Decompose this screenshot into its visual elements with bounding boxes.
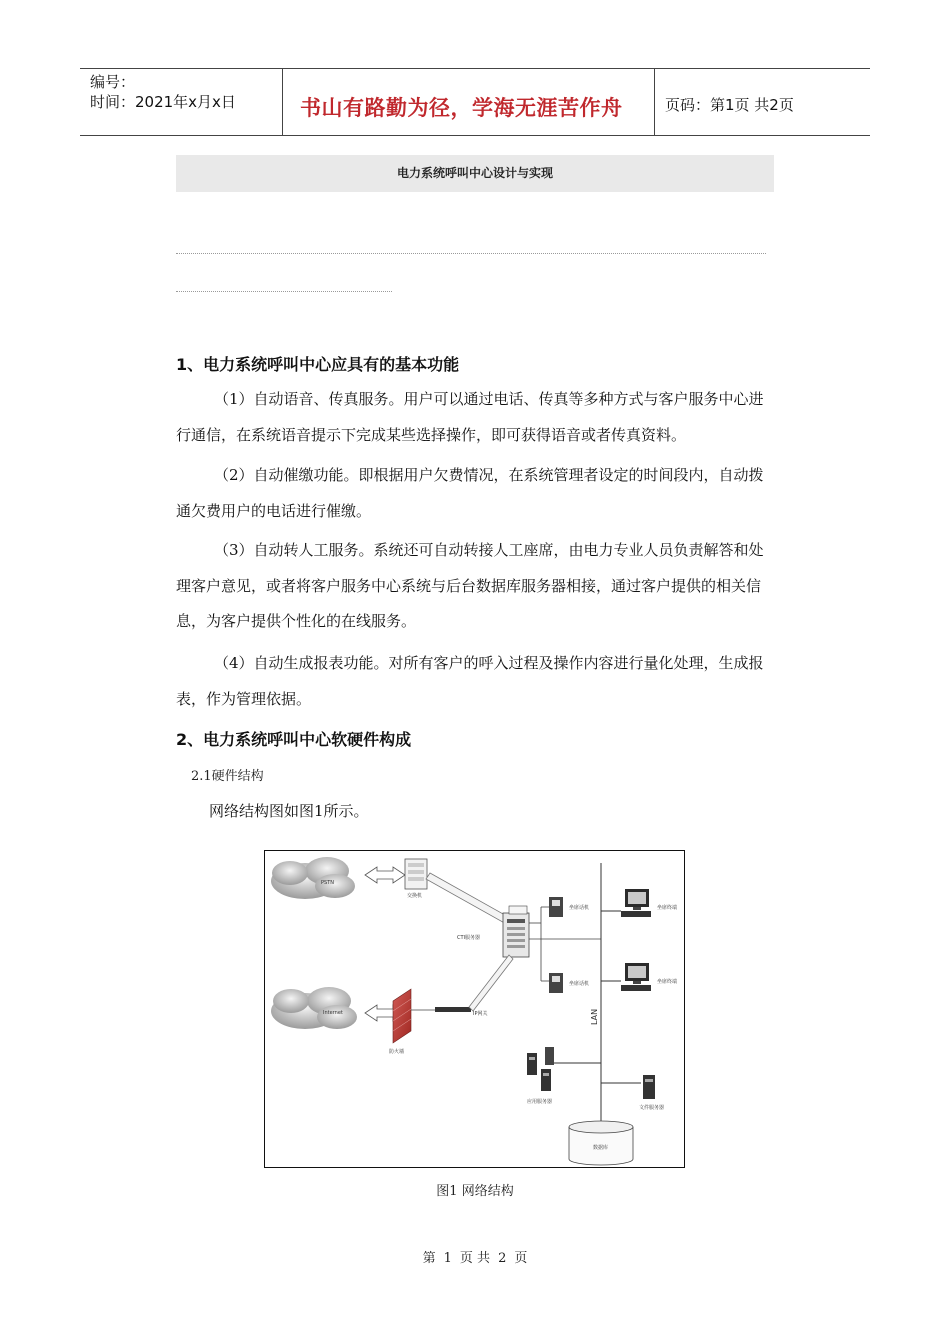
- document-title: 电力系统呼叫中心设计与实现: [396, 166, 553, 180]
- internet-cloud: [271, 987, 357, 1029]
- database-icon: [569, 1121, 633, 1165]
- ip-gateway-label: IP网关: [473, 1011, 488, 1017]
- footer-total-pages: 2: [498, 1251, 507, 1266]
- agent-pc-top-label: 坐席终端: [657, 905, 678, 911]
- footer-mid: 页 共: [459, 1251, 491, 1266]
- firewall-label: 防火墙: [389, 1049, 405, 1055]
- internet-label: Internet: [323, 1010, 343, 1016]
- header-page-info: 页码：第1页 共2页: [665, 96, 794, 114]
- dotted-line-1: [176, 253, 766, 254]
- database-label: 数据库: [593, 1145, 609, 1151]
- subsection-2-1-heading: 2.1硬件结构: [191, 769, 264, 784]
- pstn-arrow: [365, 867, 405, 883]
- section-1-heading: 1、电力系统呼叫中心应具有的基本功能: [176, 355, 460, 374]
- paragraph-1: [176, 382, 768, 453]
- header-bottom-rule: [80, 135, 870, 136]
- app-server-icon: [527, 1047, 554, 1105]
- agent-phone-top-icon: [549, 897, 589, 917]
- figure-intro-text: 网络结构图如图1所示。: [209, 802, 369, 820]
- firewall-icon: [389, 989, 411, 1055]
- agent-phone-mid-label: 坐席话机: [569, 981, 590, 987]
- paragraph-4: [176, 646, 768, 717]
- header-divider-left: [282, 68, 283, 136]
- paragraph-3: [176, 533, 768, 640]
- section-2-heading: 2、电力系统呼叫中心软硬件构成: [176, 730, 412, 749]
- pstn-cloud: [271, 857, 355, 899]
- page-footer: [0, 1247, 950, 1266]
- switch-icon: [405, 859, 427, 899]
- paragraph-3-text: （3）自动转人工服务。系统还可自动转接人工座席，由电力专业人员负责解答和处理客户意见，或者将客户服务中心系统与后台数据库服务器相接，通过客户提供的相关信息，为客户提供个性化的在线服务。: [176, 541, 764, 630]
- pstn-label: PSTN: [321, 880, 334, 886]
- agent-pc-mid-icon: [621, 963, 677, 991]
- cti-label: CTI服务器: [457, 935, 481, 941]
- header-time-label: 时间：2021年x月x日: [90, 93, 236, 111]
- paragraph-1-text: （1）自动语音、传真服务。用户可以通过电话、传真等多种方式与客户服务中心进行通信，在系统语音提示下完成某些选择操作，即可获得语音或者传真资料。: [176, 390, 764, 444]
- switch-cti-link: [426, 873, 512, 925]
- gateway-cti-link: [469, 955, 513, 1011]
- agent-phone-top-label: 坐席话机: [569, 905, 590, 911]
- agent-pc-mid-label: 坐席终端: [657, 979, 678, 985]
- footer-suffix: 页: [514, 1251, 528, 1266]
- agent-pc-top-icon: [621, 889, 677, 917]
- paragraph-2-text: （2）自动催缴功能。即根据用户欠费情况，在系统管理者设定的时间段内，自动拨通欠费用户的电话进行催缴。: [176, 466, 764, 520]
- app-server-label: 应用服务器: [527, 1099, 553, 1105]
- file-server-icon: [639, 1075, 664, 1111]
- switch-label: 交换机: [407, 893, 423, 899]
- paragraph-4-text: （4）自动生成报表功能。对所有客户的呼入过程及操作内容进行量化处理，生成报表，作为管理依据。: [176, 654, 764, 708]
- header-divider-right: [654, 68, 655, 136]
- header-top-rule: [80, 68, 870, 69]
- document-title-bar: [176, 155, 774, 192]
- header-motto: 书山有路勤为径，学海无涯苦作舟: [300, 96, 623, 120]
- file-server-label: 文件服务器: [639, 1105, 665, 1111]
- footer-page-number: 1: [443, 1251, 452, 1266]
- footer-prefix: 第: [422, 1251, 436, 1266]
- figure-caption: 图1 网络结构: [436, 1184, 514, 1199]
- network-diagram: [265, 851, 686, 1169]
- dotted-line-2: [176, 291, 392, 292]
- network-diagram-figure: [264, 850, 685, 1168]
- agent-phone-mid-icon: [549, 973, 589, 993]
- paragraph-2: [176, 458, 768, 529]
- ip-gateway-icon: [411, 1007, 488, 1017]
- lan-label: LAN: [590, 1008, 599, 1025]
- header-number-label: 编号：: [90, 73, 136, 91]
- cti-phone-links: [529, 907, 601, 981]
